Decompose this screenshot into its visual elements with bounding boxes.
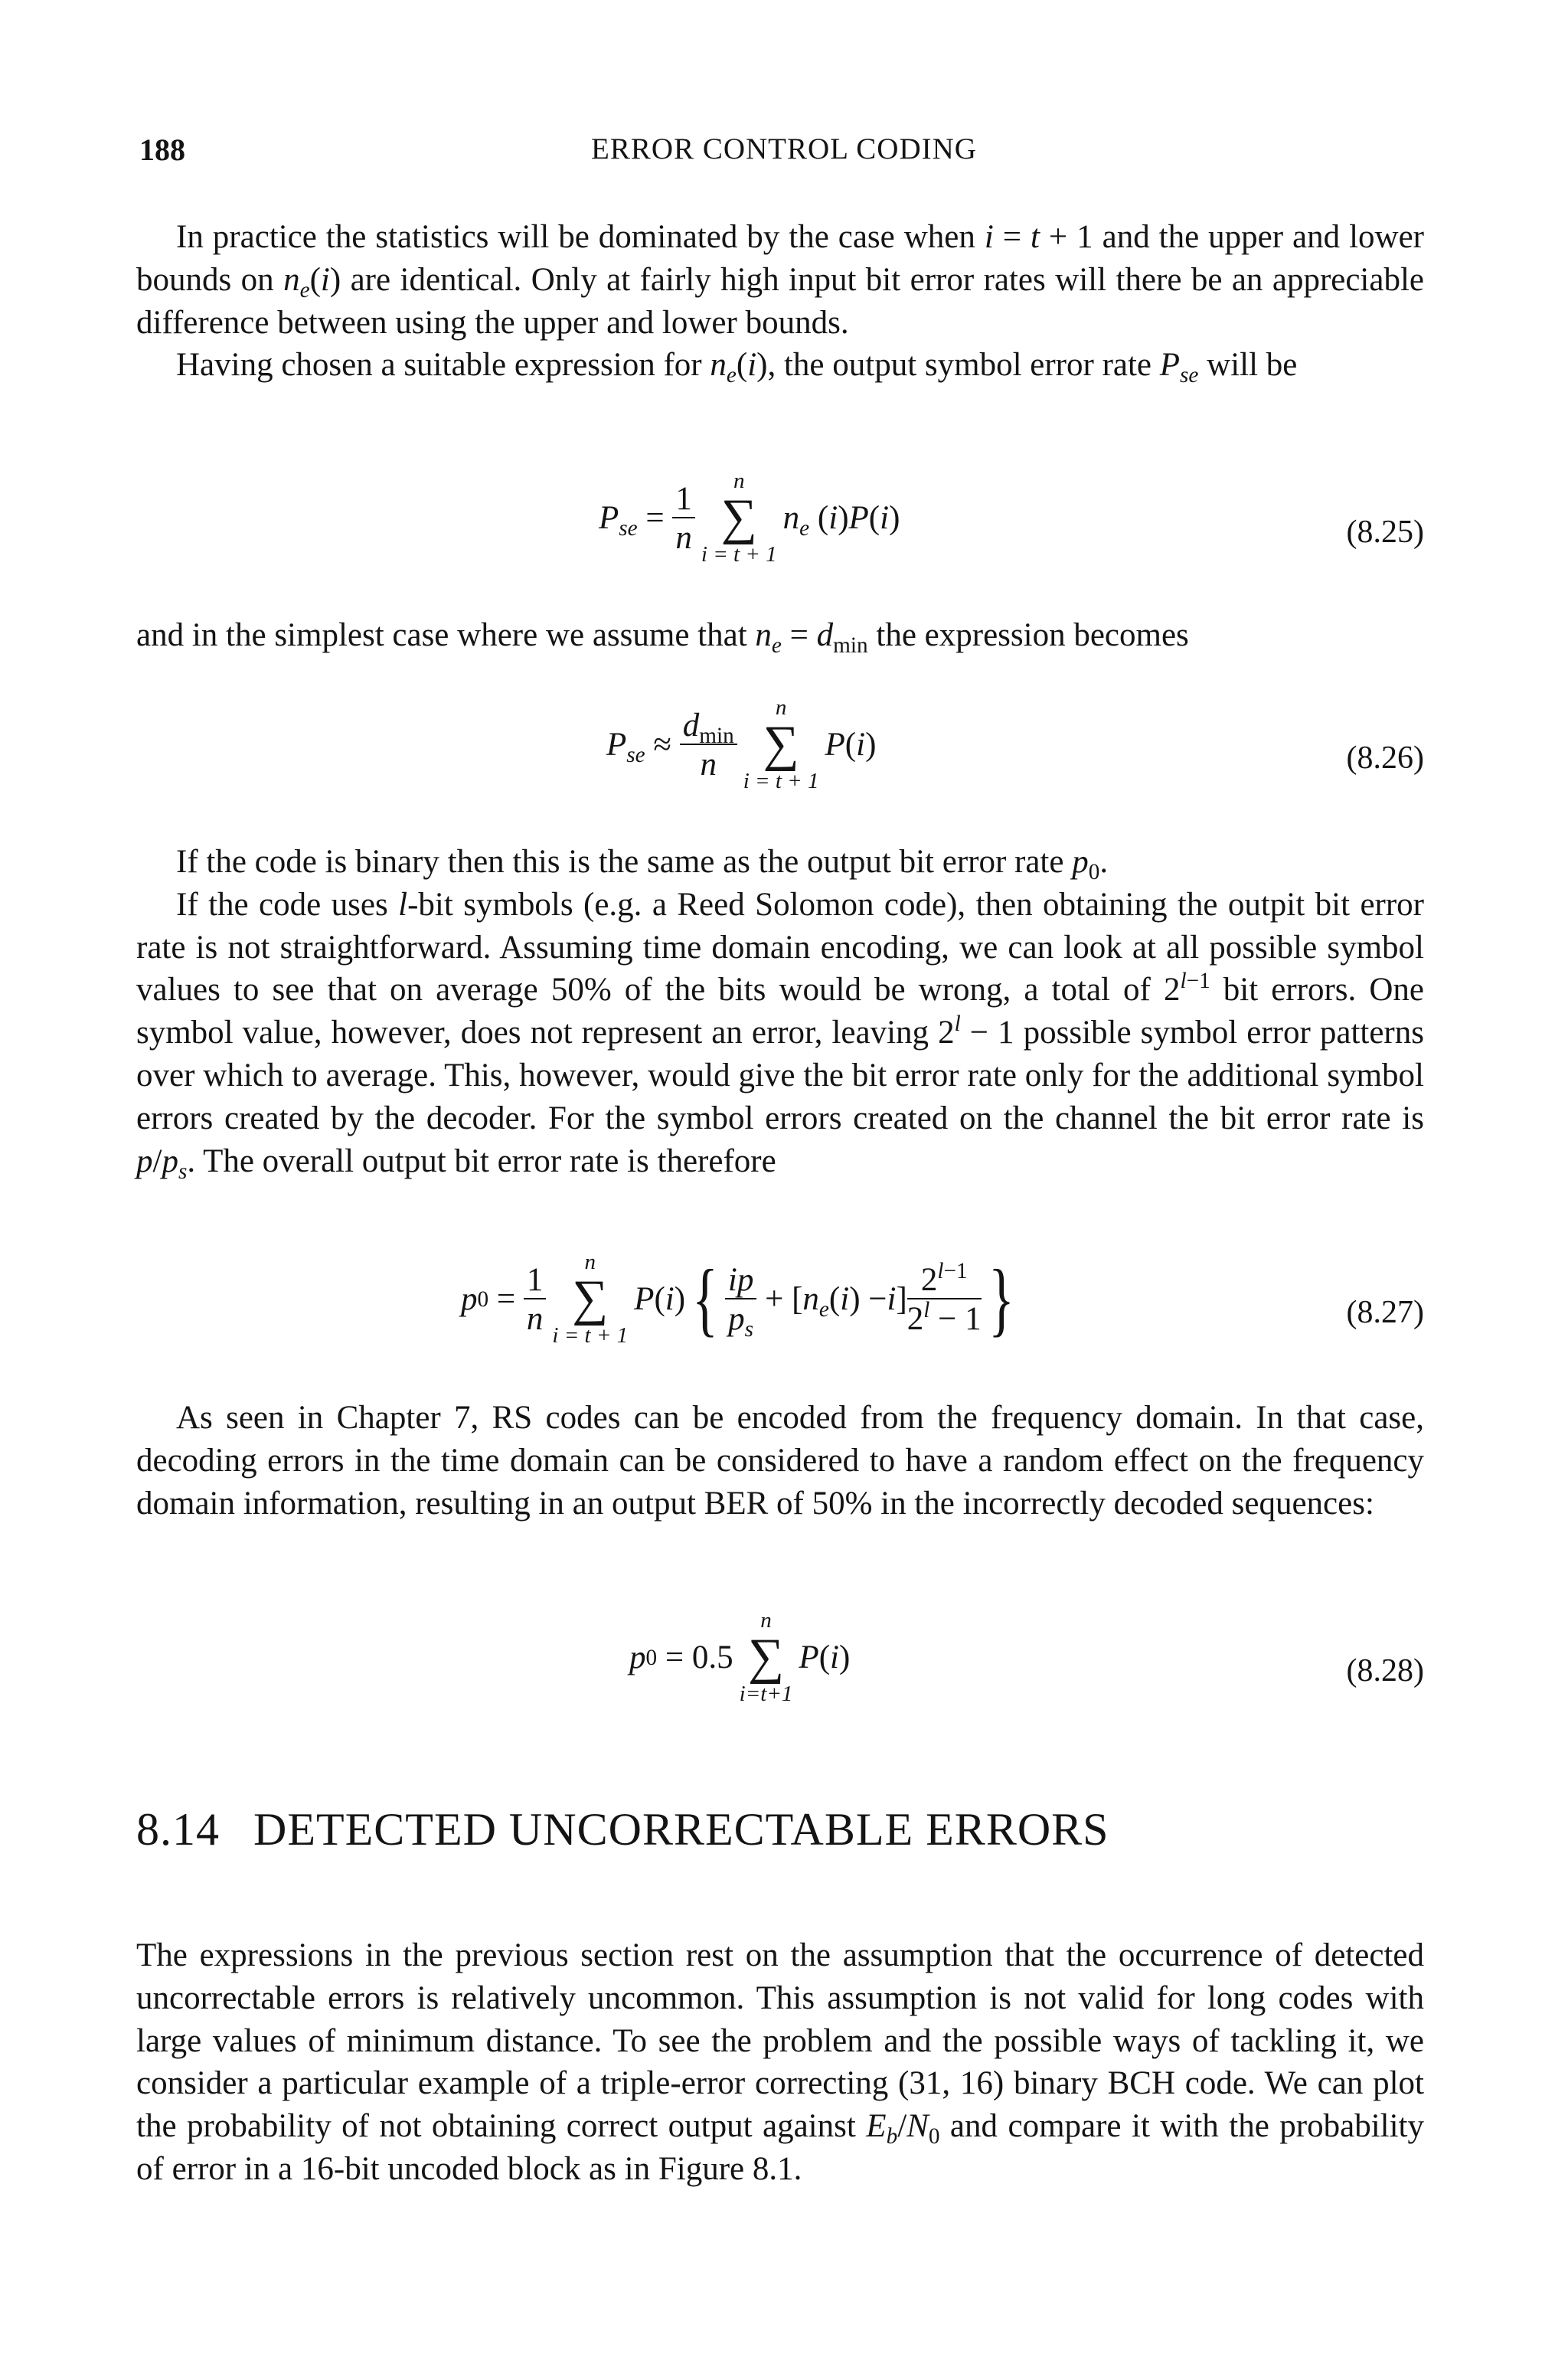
section-number: 8.14 xyxy=(136,1804,220,1855)
paragraph: Having chosen a suitable expression for $n_e(i)$, the output symbol error rate $P_{se}$ will be xyxy=(176,347,1298,388)
page-number: 188 xyxy=(139,132,185,167)
paragraph: In practice the statistics will be dominated by the case when i = t + 1 and the upper and lower bounds on $n_e(i)$ are identical. Only at fairly high input bit error rates will there be an appreciable difference between using the upper and lower bounds. xyxy=(136,219,1424,341)
equation-8-25: $P_{se}$ = $\frac{1}{n}$ n ∑ i = t + 1 $n_e$ ( i ) P ( i ) xyxy=(599,469,900,567)
equation-8-26: $P_{se}$ ≈ $\frac{d_{min}}{n}$ n ∑ i = t + 1 P ( i ) xyxy=(606,695,877,794)
paragraph: If the code uses l-bit symbols (e.g. a Reed Solomon code), then obtaining the outpit bit error rate is not straightforward. Assuming time domain encoding, we can look at all possible symbol values to see that on average 50% of the bits would be wrong, a total of $2^{l-1}$ bit errors. One symbol value, however, does not represent an error, leaving $2^l - 1$ possible symbol error patterns over which to average. This, however, would give the bit error rate only for the additional symbol errors created by the decoder. For the symbol errors created on the channel the bit error rate is $p/p_s$. The overall output bit error rate is therefore xyxy=(136,886,1425,1184)
paragraph: As seen in Chapter 7, RS codes can be encoded from the frequency domain. In that case, decoding errors in the time domain can be considered to have a random effect on the frequency domain information, resulting in an output BER of 50% in the incorrectly decoded sequences: xyxy=(136,1400,1424,1522)
section-title: DETECTED UNCORRECTABLE ERRORS xyxy=(253,1804,1109,1855)
running-head: ERROR CONTROL CODING xyxy=(591,132,977,165)
text-block xyxy=(136,614,1424,657)
paragraph: and in the simplest case where we assume that $n_e = d_{min}$ the expression becomes xyxy=(136,617,1189,658)
text-block xyxy=(136,841,1424,1182)
equation-number: (8.25) xyxy=(1346,515,1424,550)
section-heading xyxy=(136,1803,1109,1856)
equation-8-28: p 0 = 0.5 n ∑ i=t+1 P ( i ) xyxy=(629,1608,851,1707)
paragraph: The expressions in the previous section rest on the assumption that the occurrence of detected uncorrectable errors is relatively uncommon. This assumption is not valid for long codes with large values of minimum distance. To see the problem and the possible ways of tackling it, we consider a particular example of a triple-error correcting (31, 16) binary BCH code. We can plot the probability of not obtaining correct output against $E_b/N_0$ and compare it with the probability of error in a 16-bit uncoded block as in Figure 8.1. xyxy=(136,1937,1424,2187)
paragraph: If the code is binary then this is the same as the output bit error rate $p_0$. xyxy=(176,844,1109,884)
text-block-intro xyxy=(136,216,1424,387)
text-block xyxy=(136,1397,1424,1525)
equation-number: (8.26) xyxy=(1346,740,1424,776)
equation-number: (8.27) xyxy=(1346,1295,1424,1330)
equation-8-27: p 0 = $\frac{1}{n}$ n ∑ i = t + 1 P ( i ) { $\frac{ip}{p_s}$ + [ $n_e$ ( i ) − i ] $\frac{2^{l-1}}{2^l - 1}$ } xyxy=(461,1250,1014,1348)
text-block xyxy=(136,1934,1424,2191)
equation-number: (8.28) xyxy=(1346,1653,1424,1688)
